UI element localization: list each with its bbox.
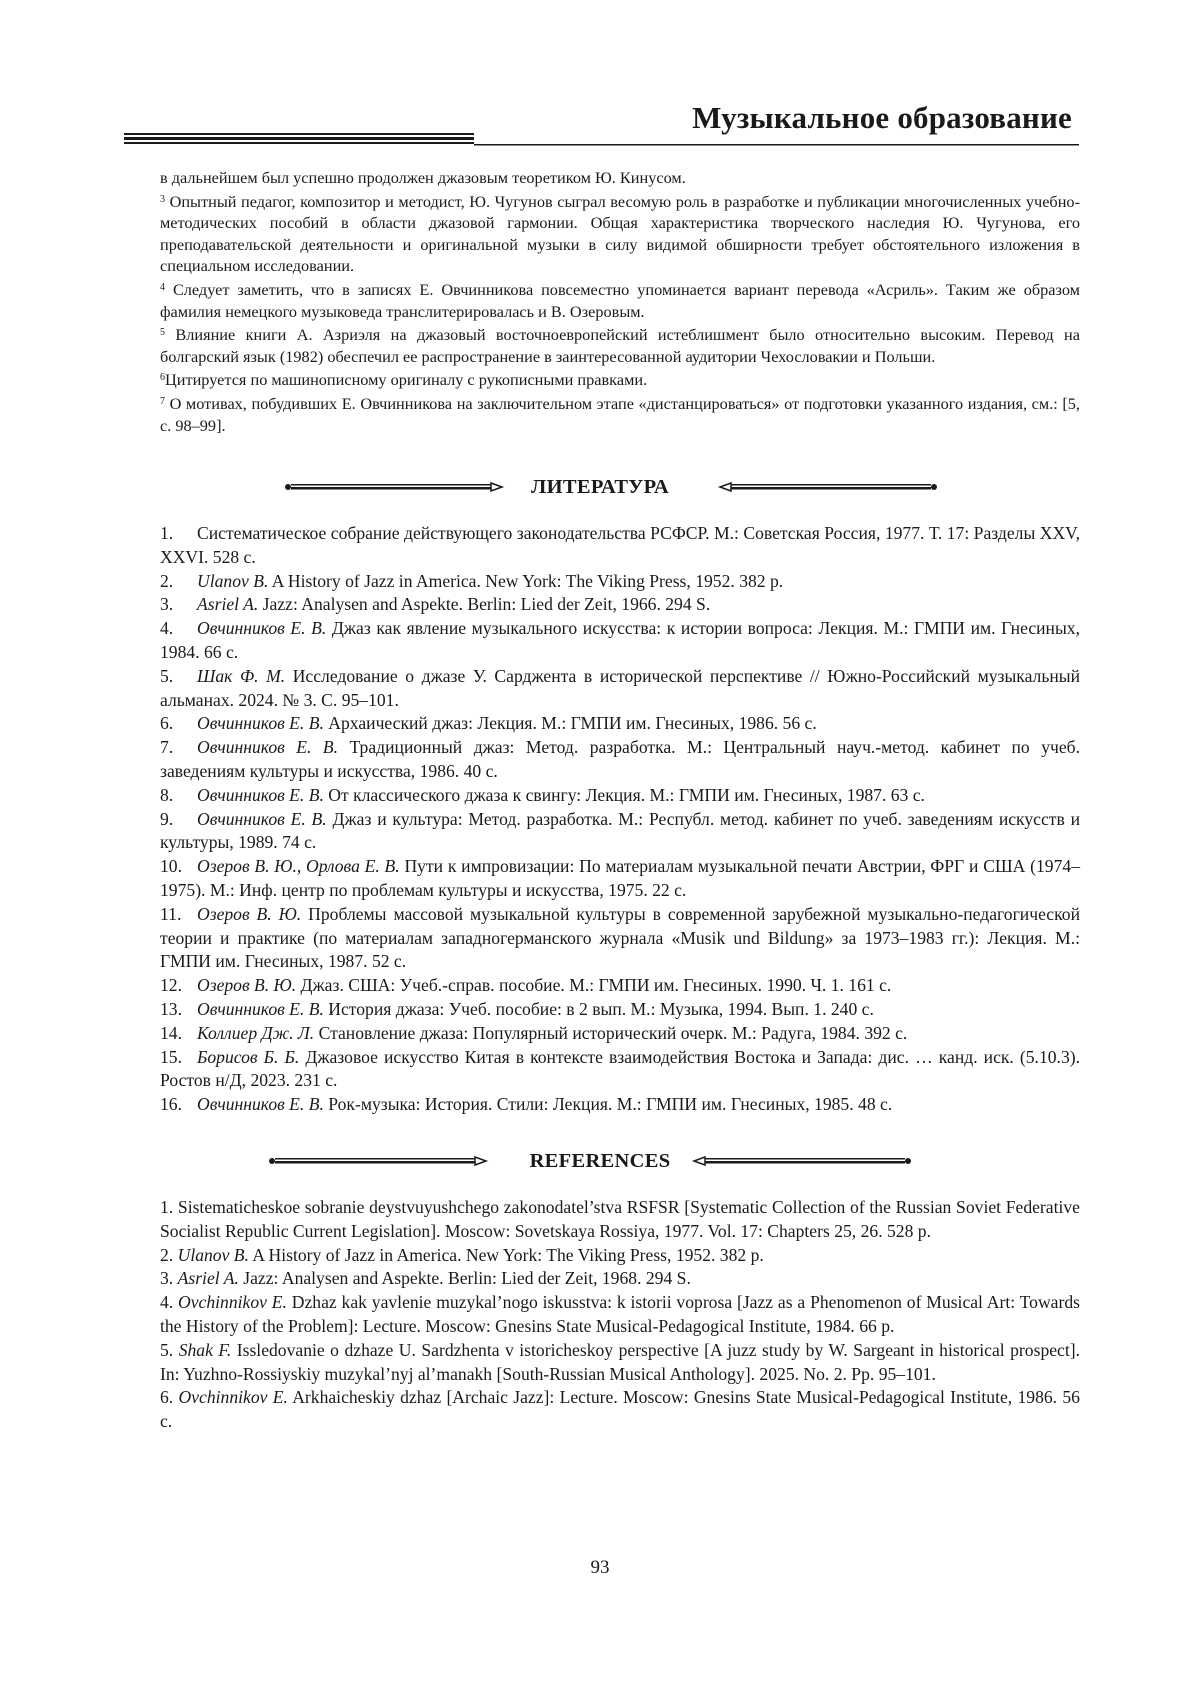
ornament-right-icon (716, 481, 938, 493)
list-item: 4. Ovchinnikov E. Dzhaz kak yavlenie muzykal’nogo iskusstva: k istorii voprosa [Jazz as a Phenomenon of Musical Art: Towards the History of the Problem]: Lecture. Moscow: Gnesins State Musical-Pedagogical Institute, 1984. 66 p. (160, 1292, 1080, 1336)
footnote-continuation: в дальнейшем был успешно продолжен джазовым теоретиком Ю. Кинусом. (160, 168, 686, 187)
list-item: 11. Озеров В. Ю. Проблемы массовой музыкальной культуры в современной зарубежной музыкально-педагогической теории и практике (по материалам западногерманского журнала «Musik und Bildung» за 1973–1983 гг.): Лекция. М.: ГМПИ им. Гнесиных, 1987. 52 с. (160, 903, 1080, 972)
list-item: 5. Shak F. Issledovanie o dzhaze U. Sardzhenta v istoricheskoy perspective [A juzz study by W. Sargeant in historical prospect]. In: Yuzhno-Rossiyskiy muzykal’nyj al’manakh [South-Russian Musical Anthology]. 2025. No. 2. Pp. 95–101. (160, 1339, 1080, 1384)
footnotes-block (160, 167, 1080, 436)
list-item: 1. Sistematicheskoe sobranie deystvuyushchego zakonodatel’stva RSFSR [Systematic Collection of the Russian Soviet Federative Socialist Republic Current Legislation]. Moscow: Sovetskaya Rossiya, 1977. Vol. 17: Chapters 25, 26. 528 p. (160, 1197, 1080, 1241)
list-item: 2. Ulanov B. A History of Jazz in America. New York: The Viking Press, 1952. 382 p. (160, 570, 784, 591)
footnote-6: $^6$Цитируется по машинописному оригиналу с рукописными правками. (160, 370, 648, 390)
list-item: 2. Ulanov B. A History of Jazz in America. New York: The Viking Press, 1952. 382 p. (160, 1244, 764, 1265)
list-item: 1. Систематическое собрание действующего законодательства РСФСР. М.: Советская Россия, 1977. Т. 17: Разделы XXV, XXVI. 528 с. (160, 523, 1080, 567)
list-item: 8. Овчинников Е. В. От классического джаза к свингу: Лекция. М.: ГМПИ им. Гнесиных, 1987. 63 с. (160, 784, 925, 805)
list-item: 16. Овчинников Е. В. Рок-музыка: История. Стили: Лекция. М.: ГМПИ им. Гнесиных, 1985. 48 с. (160, 1094, 893, 1115)
references-heading (0, 1150, 1200, 1176)
list-item: 12. Озеров В. Ю. Джаз. США: Учеб.-справ. пособие. М.: ГМПИ им. Гнесиных. 1990. Ч. 1. 161 с. (160, 975, 892, 996)
footnote-4: $^4$ Следует заметить, что в записях Е. Овчинникова повсеместно упоминается вариант перевода «Асриль». Таким же образом фамилия немецкого музыковеда транслитерировалась и В. Озеровым. (160, 279, 1080, 321)
list-item: 3. Asriel A. Jazz: Analysen and Aspekte. Berlin: Lied der Zeit, 1968. 294 S. (160, 1268, 691, 1289)
list-item: 6. Овчинников Е. В. Архаический джаз: Лекция. М.: ГМПИ им. Гнесиных, 1986. 56 с. (160, 713, 817, 734)
list-item: 14. Коллиер Дж. Л. Становление джаза: Популярный исторический очерк. М.: Радуга, 1984. 392 с. (160, 1022, 908, 1043)
header-rule-ornament (124, 133, 1079, 147)
list-item: 13. Овчинников Е. В. История джаза: Учеб. пособие: в 2 вып. М.: Музыка, 1994. Вып. 1. 240 с. (160, 998, 874, 1019)
list-item: 7. Овчинников Е. В. Традиционный джаз: Метод. разработка. М.: Центральный науч.-метод. кабинет по учеб. заведениям культуры и искусства, 1986. 40 с. (160, 737, 1080, 781)
page-number: 93 (590, 1557, 610, 1578)
footnote-7: $^7$ О мотивах, побудивших Е. Овчинникова на заключительном этапе «дистанцироваться» от подготовки указанного издания, см.: [5, с. 98–99]. (160, 393, 1080, 435)
list-item: 4. Овчинников Е. В. Джаз как явление музыкального искусства: к истории вопроса: Лекция. М.: ГМПИ им. Гнесиных, 1984. 66 с. (160, 618, 1080, 662)
list-item: 9. Овчинников Е. В. Джаз и культура: Метод. разработка. М.: Республ. метод. кабинет по учеб. заведениям искусств и культуры, 1989. 74 с. (160, 808, 1080, 853)
literature-list (160, 522, 1080, 1117)
list-item: 10. Озеров В. Ю., Орлова Е. В. Пути к импровизации: По материалам музыкальной печати Австрии, ФРГ и США (1974–1975). М.: Инф. центр по проблемам культуры и искусства, 1975. 22 с. (160, 856, 1080, 900)
references-heading-label: REFERENCES (529, 1150, 671, 1172)
running-header-title: Музыкальное образование (692, 100, 1072, 135)
list-item: 15. Борисов Б. Б. Джазовое искусство Китая в контексте взаимодействия Востока и Запада: дис. … канд. иск. (5.10.3). Ростов н/Д, 2023. 231 с. (160, 1046, 1080, 1091)
footnote-3: $^3$ Опытный педагог, композитор и методист, Ю. Чугунов сыграл весомую роль в разработке и публикации многочисленных учебно-методических пособий в области джазовой гармонии. Общая характеристика творческого наследия Ю. Чугунова, его преподавательской деятельности и оригинальной музыки в силу видимой обширности требует обстоятельного изложения в специальном исследовании. (160, 191, 1080, 276)
list-item: 5. Шак Ф. М. Исследование о джазе У. Сарджента в исторической перспективе // Южно-Российский музыкальный альманах. 2024. № 3. С. 95–101. (160, 665, 1080, 710)
list-item: 3. Asriel A. Jazz: Analysen and Aspekte. Berlin: Lied der Zeit, 1966. 294 S. (160, 594, 711, 615)
references-list (160, 1196, 1080, 1434)
ornament-right-icon (690, 1155, 912, 1167)
literature-heading (0, 476, 1200, 502)
footnote-5: $^5$ Влияние книги А. Азриэля на джазовый восточноевропейский истеблишмент было относительно высоким. Перевод на болгарский язык (1982) обеспечил ее распространение в заинтересованной аудитории Чехословакии и Польши. (160, 325, 1080, 366)
literature-heading-label: ЛИТЕРАТУРА (531, 476, 669, 498)
list-item: 6. Ovchinnikov E. Arkhaicheskiy dzhaz [Archaic Jazz]: Lecture. Moscow: Gnesins State Musical-Pedagogical Institute, 1986. 56 c. (160, 1387, 1080, 1432)
